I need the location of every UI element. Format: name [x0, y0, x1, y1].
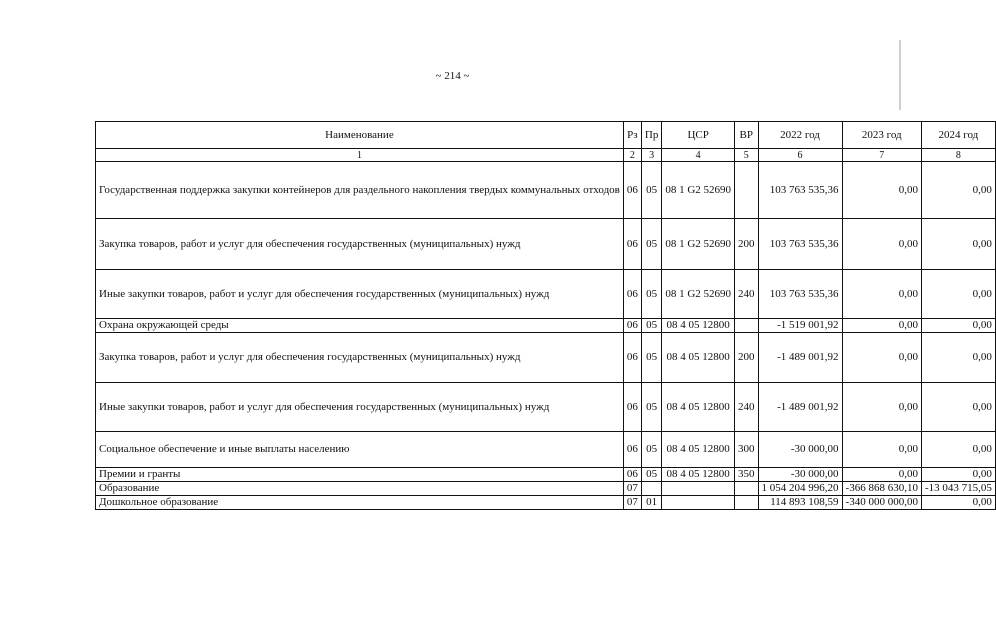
- row-name: Государственная поддержка закупки контейнеров для раздельного накопления твердых коммунальных отходов: [96, 162, 624, 219]
- table-row: [96, 496, 996, 510]
- row-2022: -30 000,00: [758, 432, 842, 468]
- row-2023: 0,00: [842, 383, 921, 432]
- table-row: [96, 319, 996, 333]
- row-2024: 0,00: [921, 333, 995, 383]
- column-number: 1: [96, 149, 624, 162]
- header-2022: 2022 год: [758, 122, 842, 149]
- column-number: 5: [735, 149, 759, 162]
- column-number: 4: [662, 149, 735, 162]
- row-rz: 06: [623, 432, 641, 468]
- row-pr: 05: [641, 333, 661, 383]
- row-vr: [735, 496, 759, 510]
- row-pr: 05: [641, 432, 661, 468]
- row-2023: 0,00: [842, 333, 921, 383]
- row-vr: [735, 162, 759, 219]
- row-vr: 200: [735, 219, 759, 270]
- row-pr: 05: [641, 162, 661, 219]
- row-2022: -1 519 001,92: [758, 319, 842, 333]
- row-csr: 08 4 05 12800: [662, 383, 735, 432]
- column-number-row: [96, 149, 996, 162]
- row-2023: 0,00: [842, 468, 921, 482]
- row-name: Иные закупки товаров, работ и услуг для обеспечения государственных (муниципальных) нужд: [96, 383, 624, 432]
- row-pr: 05: [641, 219, 661, 270]
- row-csr: [662, 496, 735, 510]
- table-row: [96, 162, 996, 219]
- row-vr: 350: [735, 468, 759, 482]
- header-2024: 2024 год: [921, 122, 995, 149]
- row-pr: 05: [641, 270, 661, 319]
- row-vr: 300: [735, 432, 759, 468]
- header-2023: 2023 год: [842, 122, 921, 149]
- row-pr: 05: [641, 383, 661, 432]
- header-csr: ЦСР: [662, 122, 735, 149]
- row-csr: 08 4 05 12800: [662, 432, 735, 468]
- row-2024: 0,00: [921, 219, 995, 270]
- row-csr: 08 4 05 12800: [662, 319, 735, 333]
- table-row: [96, 432, 996, 468]
- row-csr: [662, 482, 735, 496]
- row-2024: 0,00: [921, 496, 995, 510]
- row-rz: 07: [623, 496, 641, 510]
- row-2022: 103 763 535,36: [758, 270, 842, 319]
- row-vr: 240: [735, 270, 759, 319]
- row-rz: 06: [623, 468, 641, 482]
- header-rz: Рз: [623, 122, 641, 149]
- row-pr: 05: [641, 319, 661, 333]
- column-number: 3: [641, 149, 661, 162]
- table-row: [96, 219, 996, 270]
- row-2022: -1 489 001,92: [758, 333, 842, 383]
- row-2024: 0,00: [921, 468, 995, 482]
- row-rz: 06: [623, 383, 641, 432]
- row-rz: 06: [623, 319, 641, 333]
- row-2023: 0,00: [842, 219, 921, 270]
- row-rz: 06: [623, 333, 641, 383]
- row-2023: 0,00: [842, 270, 921, 319]
- row-vr: 200: [735, 333, 759, 383]
- row-csr: 08 4 05 12800: [662, 333, 735, 383]
- table-row: [96, 468, 996, 482]
- column-number: 2: [623, 149, 641, 162]
- row-csr: 08 1 G2 52690: [662, 270, 735, 319]
- header-vr: ВР: [735, 122, 759, 149]
- row-rz: 07: [623, 482, 641, 496]
- budget-table: [95, 121, 996, 510]
- row-rz: 06: [623, 162, 641, 219]
- row-2024: 0,00: [921, 162, 995, 219]
- row-name: Образование: [96, 482, 624, 496]
- row-2023: -366 868 630,10: [842, 482, 921, 496]
- row-2022: 103 763 535,36: [758, 219, 842, 270]
- row-rz: 06: [623, 270, 641, 319]
- row-rz: 06: [623, 219, 641, 270]
- header-name: Наименование: [96, 122, 624, 149]
- row-vr: [735, 319, 759, 333]
- row-2022: 103 763 535,36: [758, 162, 842, 219]
- row-2022: -30 000,00: [758, 468, 842, 482]
- page-edge-shadow: [899, 40, 901, 110]
- column-number: 8: [921, 149, 995, 162]
- table-row: [96, 482, 996, 496]
- page-number: ~ 214 ~: [435, 70, 470, 82]
- row-pr: 01: [641, 496, 661, 510]
- table-row: [96, 270, 996, 319]
- row-2024: 0,00: [921, 270, 995, 319]
- row-2022: -1 489 001,92: [758, 383, 842, 432]
- row-2024: 0,00: [921, 383, 995, 432]
- row-vr: [735, 482, 759, 496]
- row-pr: 05: [641, 468, 661, 482]
- row-name: Охрана окружающей среды: [96, 319, 624, 333]
- row-csr: 08 1 G2 52690: [662, 219, 735, 270]
- column-number: 7: [842, 149, 921, 162]
- table-row: [96, 383, 996, 432]
- row-pr: [641, 482, 661, 496]
- row-name: Иные закупки товаров, работ и услуг для обеспечения государственных (муниципальных) нужд: [96, 270, 624, 319]
- row-vr: 240: [735, 383, 759, 432]
- row-name: Дошкольное образование: [96, 496, 624, 510]
- row-2023: 0,00: [842, 162, 921, 219]
- row-2023: 0,00: [842, 319, 921, 333]
- row-name: Закупка товаров, работ и услуг для обеспечения государственных (муниципальных) нужд: [96, 333, 624, 383]
- row-2023: -340 000 000,00: [842, 496, 921, 510]
- table-row: [96, 333, 996, 383]
- header-pr: Пр: [641, 122, 661, 149]
- row-2022: 1 054 204 996,20: [758, 482, 842, 496]
- row-2024: -13 043 715,05: [921, 482, 995, 496]
- column-number: 6: [758, 149, 842, 162]
- row-csr: 08 4 05 12800: [662, 468, 735, 482]
- row-csr: 08 1 G2 52690: [662, 162, 735, 219]
- row-name: Закупка товаров, работ и услуг для обеспечения государственных (муниципальных) нужд: [96, 219, 624, 270]
- row-2022: 114 893 108,59: [758, 496, 842, 510]
- row-name: Премии и гранты: [96, 468, 624, 482]
- row-name: Социальное обеспечение и иные выплаты населению: [96, 432, 624, 468]
- row-2024: 0,00: [921, 432, 995, 468]
- row-2024: 0,00: [921, 319, 995, 333]
- row-2023: 0,00: [842, 432, 921, 468]
- table-header-row: [96, 122, 996, 149]
